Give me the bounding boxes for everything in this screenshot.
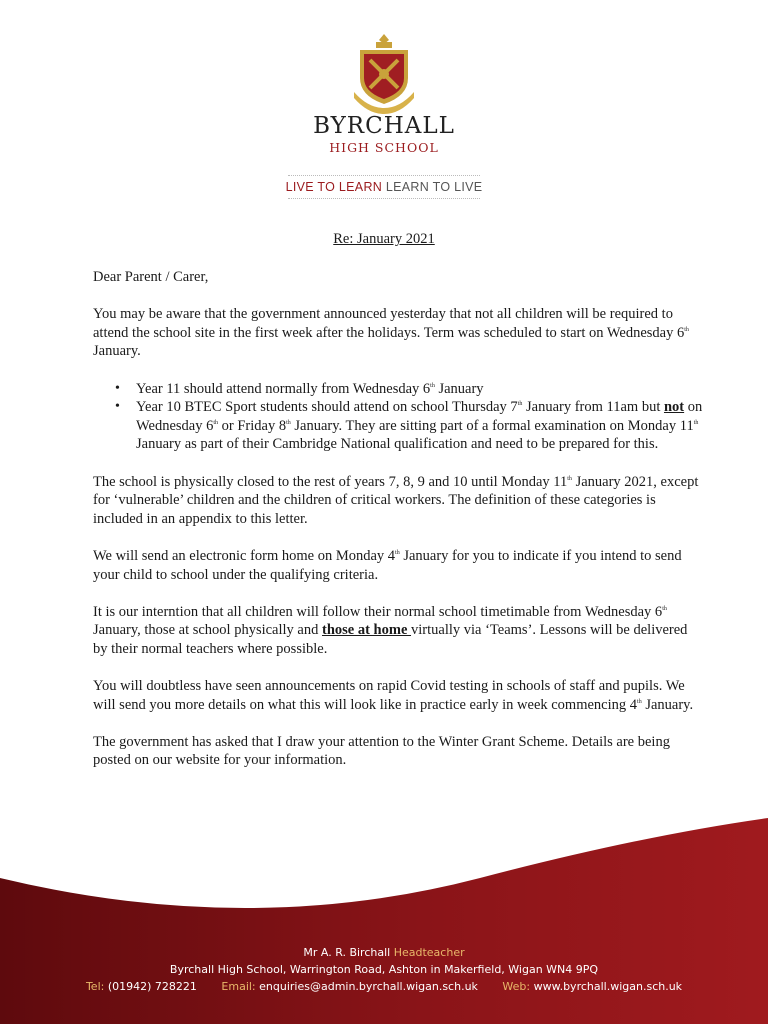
footer-tel: (01942) 728221 [107,980,197,993]
motto-divider-bottom [288,198,480,199]
list-item: • Year 10 BTEC Sport students should attend on school Thursday 7th January from 11am but not on Wednesday 6th or Friday 8th January. They are sitting part of a formal examination on Monday 11th January as part of their Cambridge National qualification and need to be prepared for this. [93,398,703,454]
paragraph-6: The government has asked that I draw your attention to the Winter Grant Scheme. Details are being posted on our website for your information. [93,733,670,769]
motto-divider-top [288,175,480,176]
motto [0,180,768,194]
school-name: BYRCHALL [313,113,455,139]
paragraph-1: You may be aware that the government announced yesterday that not all children will be required to attend the school site in the first week after the holidays. Term was scheduled to start on Wednesday 6th January. [93,306,689,360]
salutation: Dear Parent / Carer, [93,269,209,285]
paragraph-2: The school is physically closed to the rest of years 7, 8, 9 and 10 until Monday 11th January 2021, except for ‘vulnerable’ children and the children of critical workers. The definition of these categories is included in an appendix to this letter. [93,473,699,527]
bullet-list [93,380,703,454]
footer-headteacher: Mr A. R. Birchall Headteacher [303,946,465,959]
school-subtitle: HIGH SCHOOL [329,140,439,155]
footer-web-link[interactable]: www.byrchall.wigan.sch.uk [533,980,683,993]
footer-email-link[interactable]: enquiries@admin.byrchall.wigan.sch.uk [259,980,478,993]
letter-body [93,268,703,789]
paragraph-3: We will send an electronic form home on Monday 4th January for you to indicate if you intend to send your child to school under the qualifying criteria. [93,547,682,583]
paragraph-4: It is our interntion that all children will follow their normal school timetimable from Wednesday 6th January, those at school physically and those at home virtually via ‘Teams’. Lessons will be delivered by their normal teachers where possible. [93,603,688,657]
list-item: • Year 11 should attend normally from Wednesday 6th January [93,380,703,399]
footer-address: Byrchall High School, Warrington Road, Ashton in Makerfield, Wigan WN4 9PQ [169,963,599,976]
letter-subject: Re: January 2021 [333,231,435,247]
paragraph-5: You will doubtless have seen announcements on rapid Covid testing in schools of staff and pupils. We will send you more details on what this will look like in practice early in week commencing 4th January. [93,678,694,713]
motto-part-1: LIVE TO LEARN [285,180,383,194]
motto-part-2: LEARN TO LIVE [385,180,483,194]
footer-wave [0,818,768,1024]
school-crest-icon [348,32,420,114]
footer-contacts: Tel: (01942) 728221 Email: enquiries@admin.byrchall.wigan.sch.uk Web: www.byrchall.wigan.sch.uk [85,980,683,993]
